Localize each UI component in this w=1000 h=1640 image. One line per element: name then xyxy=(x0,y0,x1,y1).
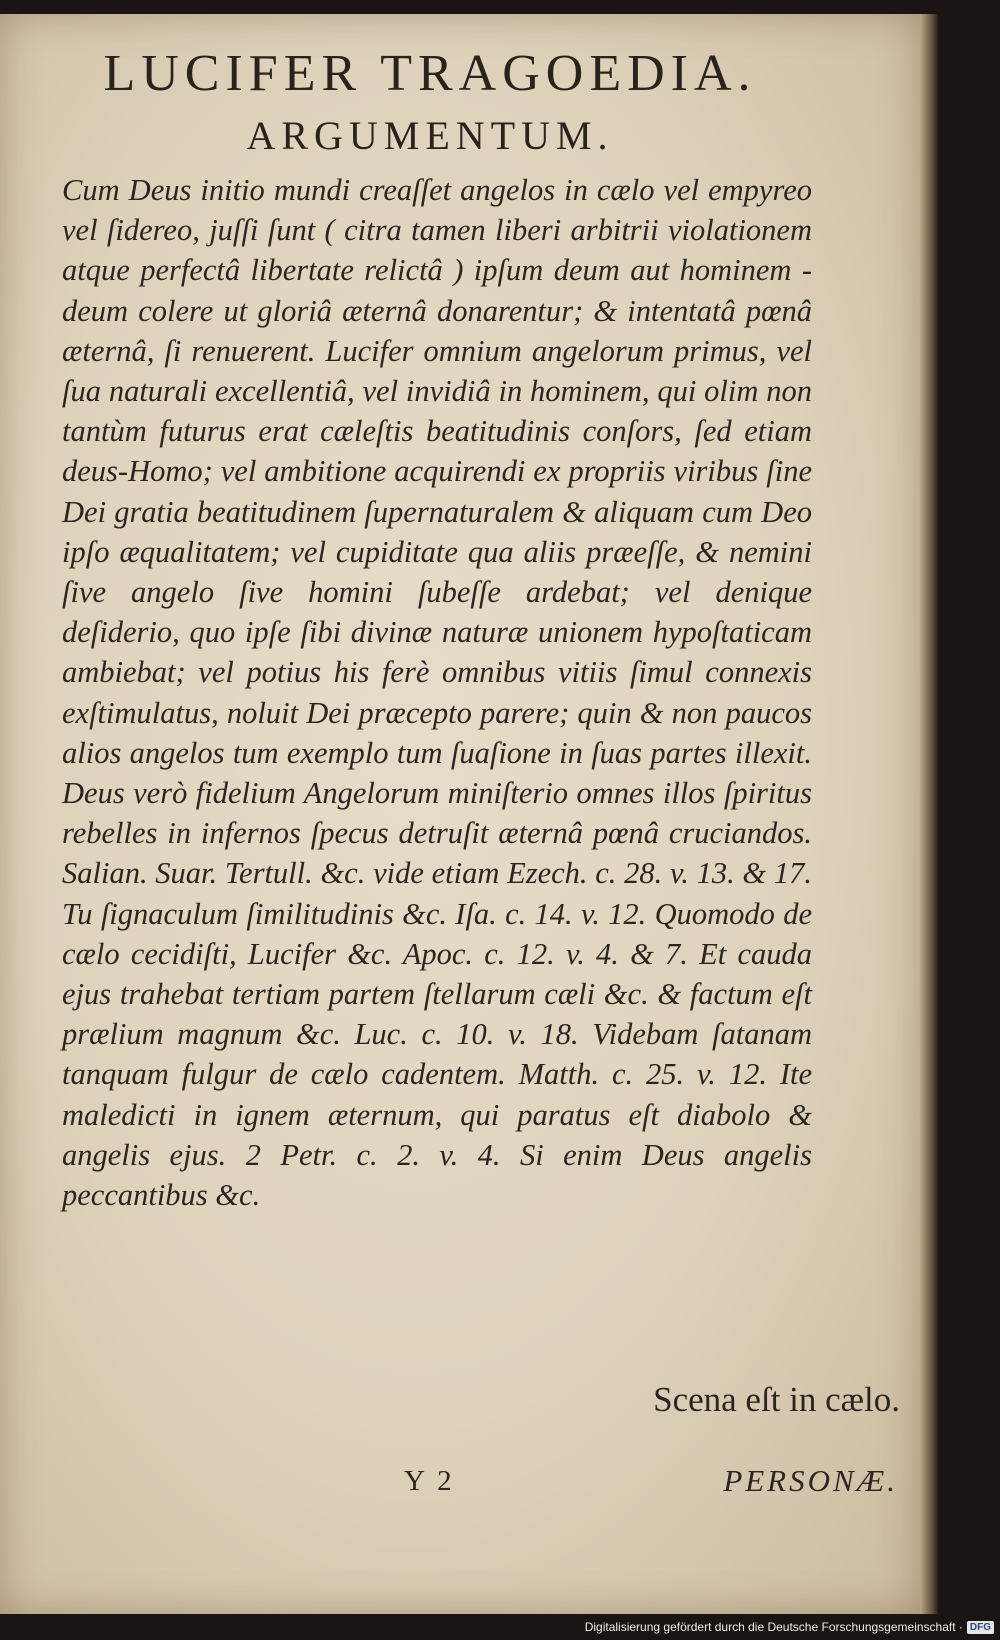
argument-text: Cum Deus initio mundi creaſſet angelos in cælo vel empyreo vel ſidereo, juſſi ſunt ( citra tamen liberi arbitrii violationem atque perfectâ libertate relictâ ) ipſum deum aut hominem - deum colere ut gloriâ æternâ donarentur; & intentatâ pœnâ æternâ, ſi renuerent. Lucifer omnium angelorum primus, vel ſua naturali excellentiâ, vel invidiâ in hominem, qui olim non tantùm futurus erat cæleſtis beatitudinis conſors, ſed etiam deus-Homo; vel ambitione acquirendi ex propriis viribus ſine Dei gratia beatitudinem ſupernaturalem & aliquam cum Deo ipſo æqualitatem; vel cupiditate qua aliis præeſſe, & nemini ſive angelo ſive homini ſubeſſe ardebat; vel denique deſiderio, quo ipſe ſibi divinæ naturæ unionem hypoſtaticam ambiebat; vel potius his ferè omnibus vitiis ſimul connexis exſtimulatus, noluit Dei præcepto parere; quin & non paucos alios angelos tum exemplo tum ſuaſione in ſuas partes illexit. Deus verò fidelium Angelorum miniſterio omnes illos ſpiritus rebelles in infernos ſpecus detruſit æternâ pœnâ cruciandos. Salian. Suar. Tertull. &c. vide etiam Ezech. c. 28. v. 13. & 17. Tu ſignaculum ſimilitudinis &c. Iſa. c. 14. v. 12. Quomodo de cælo cecidiſti, Lucifer &c. Apoc. c. 12. v. 4. & 7. Et cauda ejus trahebat tertiam partem ſtellarum cæli &c. & factum eſt prælium magnum &c. Luc. c. 10. v. 18. Videbam ſatanam tanquam fulgur de cælo cadentem. Matth. c. 25. v. 12. Ite maledicti in ignem æternum, qui paratus eſt diabolo & angelis ejus. 2 Petr. c. 2. v. 4. Si enim Deus angelis peccantibus &c. xyxy=(62,173,812,1213)
footer-text: Digitalisierung gefördert durch die Deutsche Forschungsgemeinschaft · xyxy=(584,1620,963,1634)
digitization-footer xyxy=(585,1618,994,1636)
dfg-logo-icon: DFG xyxy=(967,1621,994,1634)
page-edge xyxy=(920,14,938,1614)
signature-mark: Y 2 xyxy=(404,1465,455,1497)
catchword: PERSONÆ. xyxy=(723,1463,898,1498)
scene-note: Scena eſt in cælo. xyxy=(653,1380,900,1419)
section-title: ARGUMENTUM. xyxy=(246,113,614,158)
running-title: LUCIFER TRAGOEDIA. xyxy=(103,45,757,102)
